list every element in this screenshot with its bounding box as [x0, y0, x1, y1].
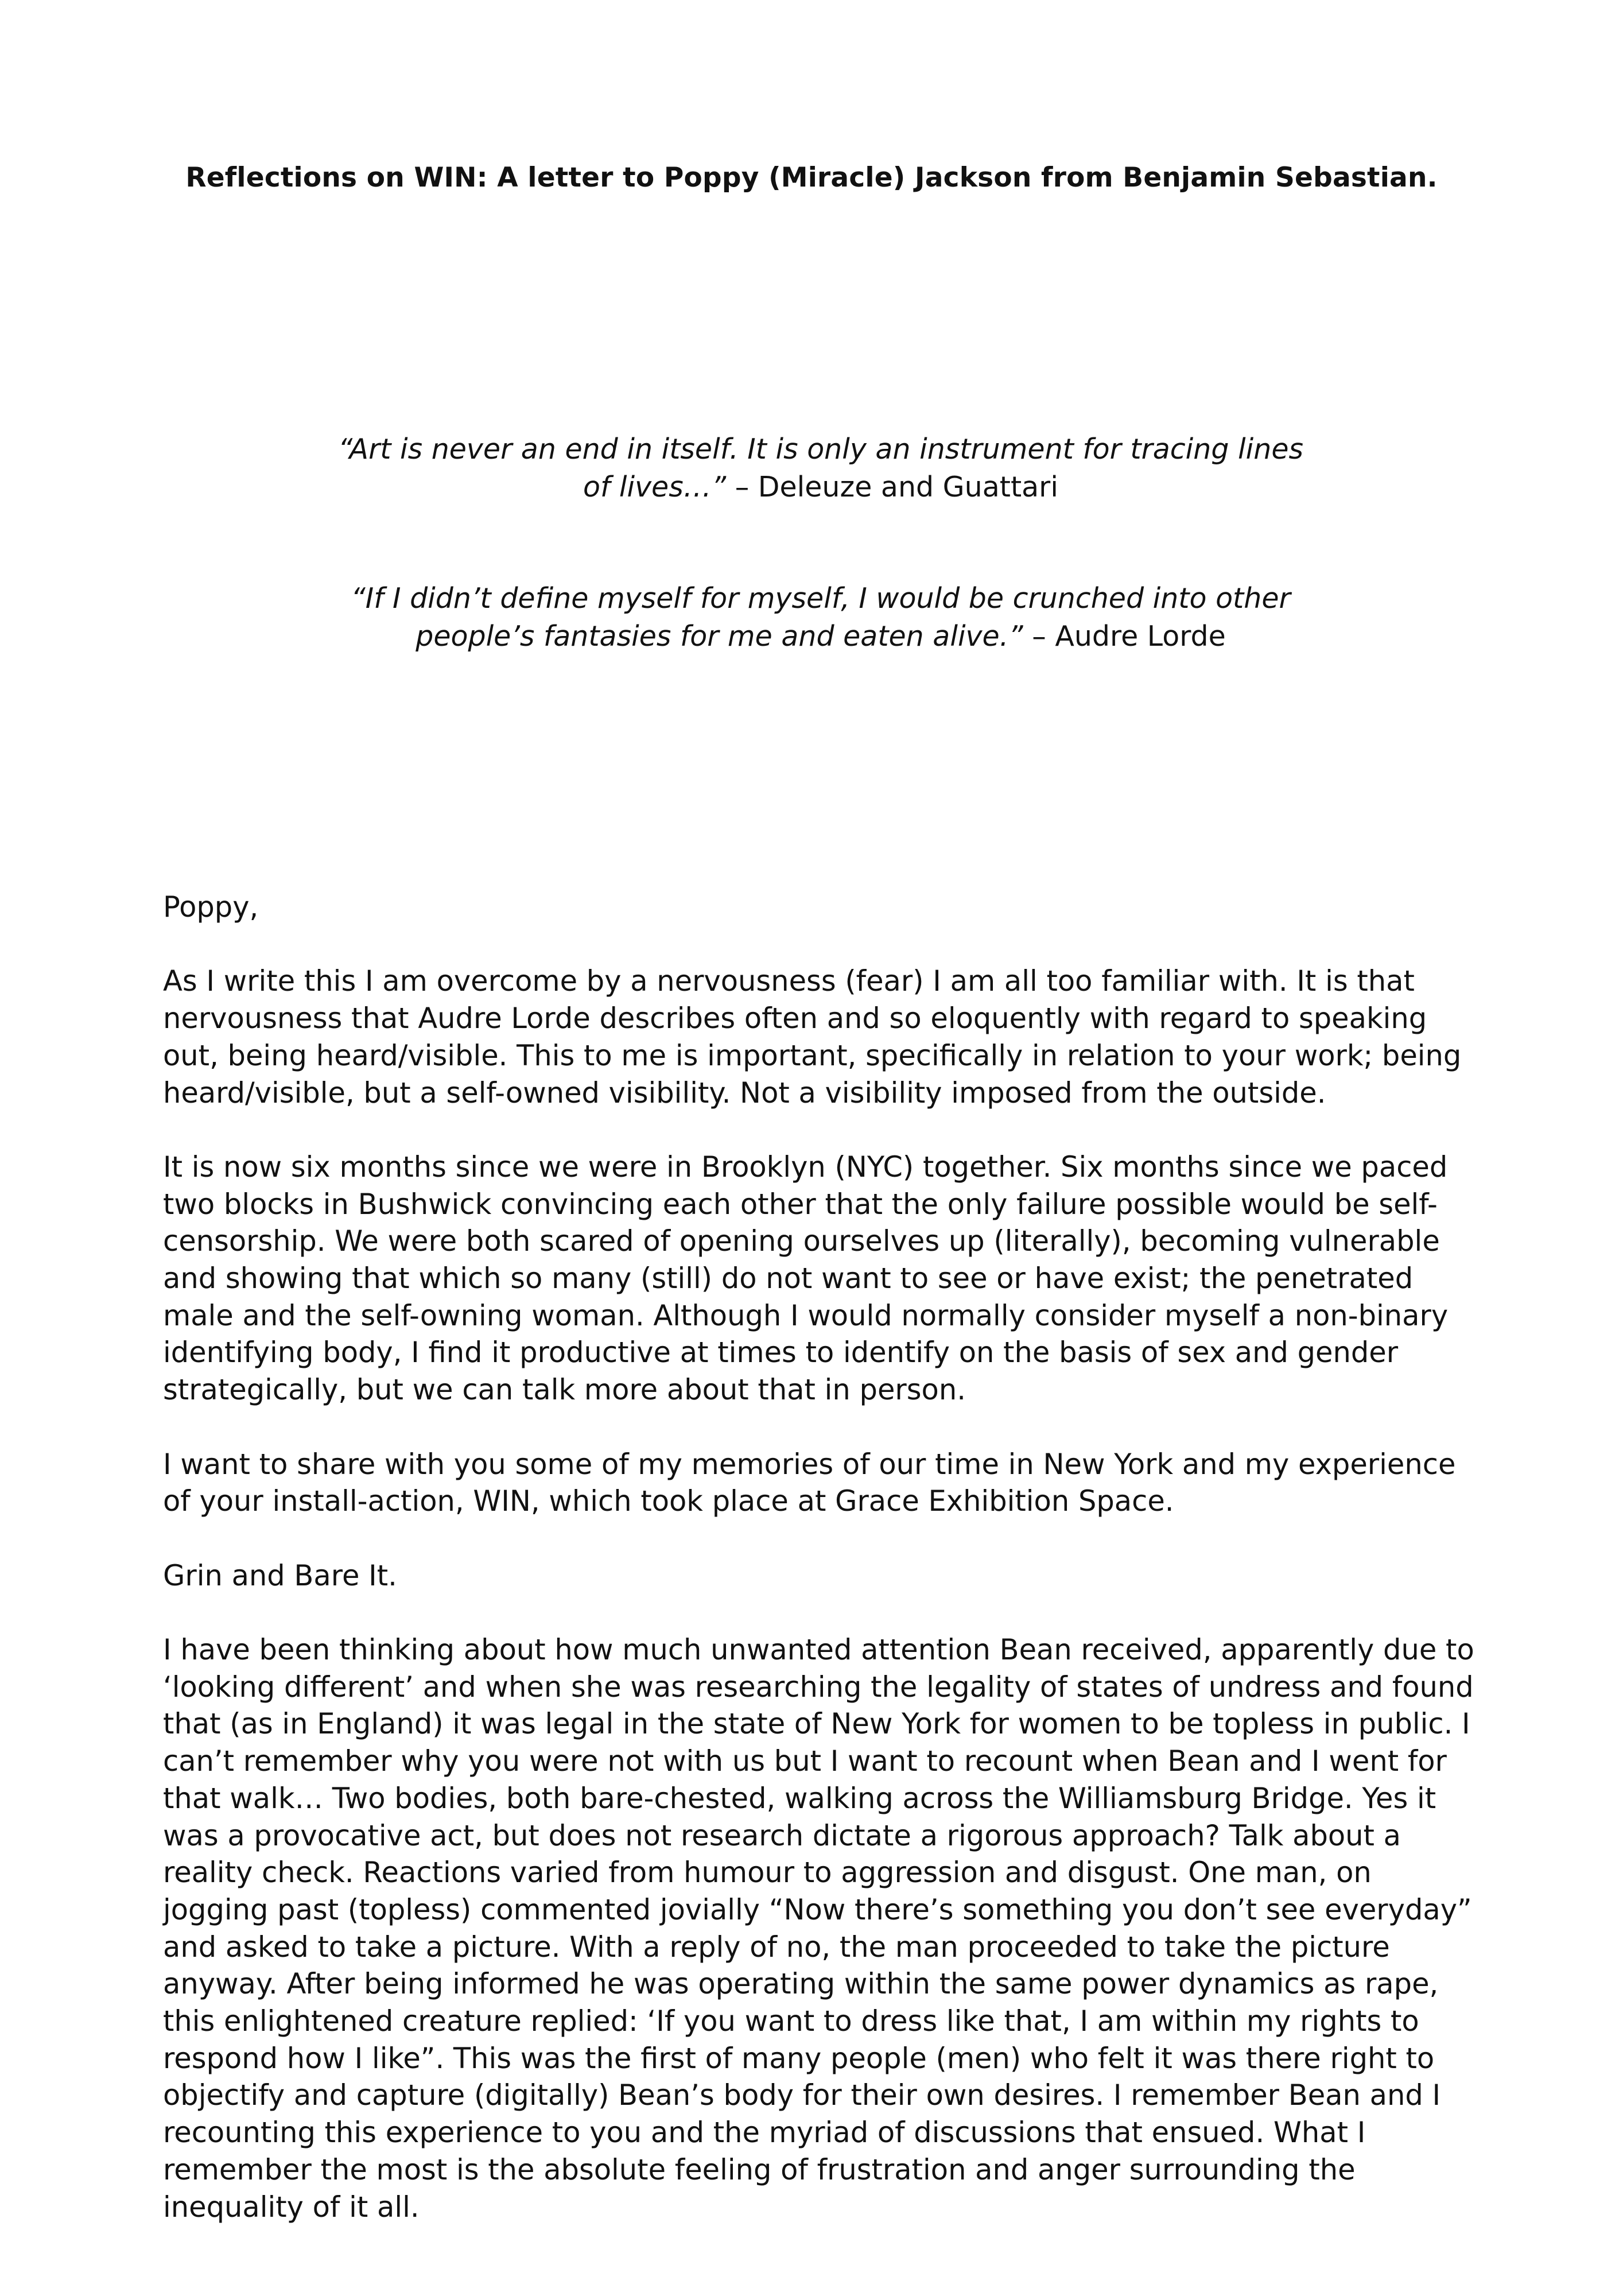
- letter-paragraph: I have been thinking about how much unwanted attention Bean received, apparently due to ‘looking different’ and when she was researching the legality of states of undress and found that (as in England) it was legal in the state of New York for women to be topless in public. I can’t remember why you were not with us but I want to recount when Bean and I went for that walk… Two bodies, both bare-chested, walking across the Williamsburg Bridge. Yes it was a provocative act, but does not research dictate a rigorous approach? Talk about a reality check. Reactions varied from humour to aggression and disgust. One man, on jogging past (topless) commented jovially “Now there’s something you don’t see everyday” and asked to take a picture. With a reply of no, the man proceeded to take the picture anyway. After being informed he was operating within the same power dynamics as rape, this enlightened creature replied: ‘If you want to dress like that, I am within my rights to respond how I like”. This was the first of many people (men) who felt it was there right to objectify and capture (digitally) Bean’s body for their own desires. I remember Bean and I recounting this experience to you and the myriad of discussions that ensued. What I remember the most is the absolute feeling of frustration and anger surrounding the inequality of it all.: [163, 1632, 1474, 2224]
- letter-salutation: Poppy,: [163, 890, 259, 924]
- letter-paragraph: I want to share with you some of my memories of our time in New York and my experience of your install-action, WIN, which took place at Grace Exhibition Space.: [163, 1447, 1456, 1518]
- epigraph-attribution: – Audre Lorde: [1032, 620, 1226, 653]
- document-title: Reflections on WIN: A letter to Poppy (Miracle) Jackson from Benjamin Sebastian.: [185, 162, 1438, 193]
- epigraph-deleuze-guattari: [321, 430, 1320, 506]
- epigraph-quote: “If I didn’t define myself for myself, I would be crunched into other people’s fantasies for me and eaten alive.”: [351, 582, 1291, 653]
- epigraph-attribution: – Deleuze and Guattari: [735, 471, 1058, 503]
- letter-body: [163, 889, 1483, 2263]
- letter-paragraph: As I write this I am overcome by a nervousness (fear) I am all too familiar with. It is that nervousness that Audre Lorde describes often and so eloquently with regard to speaking out, being heard/visible. This to me is important, specifically in relation to your work; being heard/visible, but a self-owned visibility. Not a visibility imposed from the outside.: [163, 964, 1462, 1110]
- epigraph-quote: “Art is never an end in itself. It is only an instrument for tracing lines of lives…”: [337, 433, 1303, 503]
- section-heading: Grin and Bare It.: [163, 1558, 397, 1592]
- letter-paragraph: It is now six months since we were in Brooklyn (NYC) together. Six months since we paced two blocks in Bushwick convincing each other that the only failure possible would be self-censorship. We were both scared of opening ourselves up (literally), becoming vulnerable and showing that which so many (still) do not want to see or have exist; the penetrated male and the self-owning woman. Although I would normally consider myself a non-binary identifying body, I find it productive at times to identify on the basis of sex and gender strategically, but we can talk more about that in person.: [163, 1150, 1449, 1407]
- epigraph-audre-lorde: [344, 580, 1297, 656]
